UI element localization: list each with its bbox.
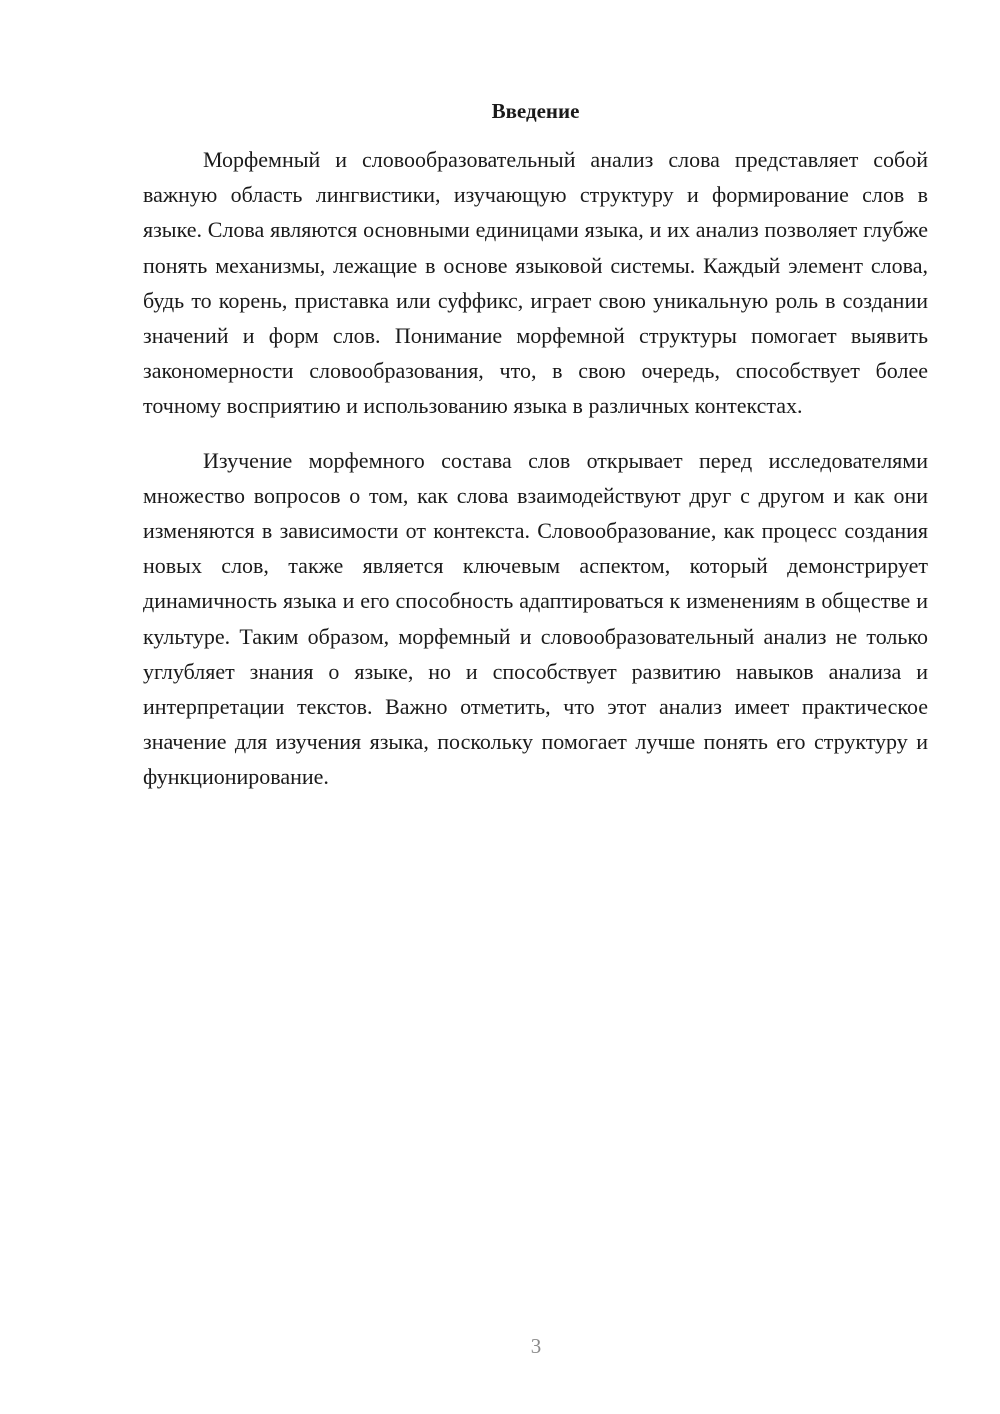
- paragraph-2: Изучение морфемного состава слов открывает перед исследователями множество вопросов о том, как слова взаимодействуют друг с другом и как они изменяются в зависимости от контекста. Словообразование, как процесс создания новых слов, также является ключевым аспектом, который демонстрирует динамичность языка и его способность адаптироваться к изменениям в обществе и культуре. Таким образом, морфемный и словообразовательный анализ не только углубляет знания о языке, но и способствует развитию навыков анализа и интерпретации текстов. Важно отметить, что этот анализ имеет практическое значение для изучения языка, поскольку помогает лучше понять его структуру и функционирование.: [143, 447, 928, 790]
- paragraph-1: Морфемный и словообразовательный анализ слова представляет собой важную область лингвистики, изучающую структуру и формирование слов в языке. Слова являются основными единицами языка, и их анализ позволяет глубже понять механизмы, лежащие в основе языковой системы. Каждый элемент слова, будь то корень, приставка или суффикс, играет свою уникальную роль в создании значений и форм слов. Понимание морфемной структуры помогает выявить закономерности словообразования, что, в свою очередь, способствует более точному восприятию и использованию языка в различных контекстах.: [143, 147, 928, 419]
- page-content: [143, 96, 928, 795]
- page-number: 3: [530, 1334, 542, 1358]
- section-heading: Введение: [491, 99, 580, 123]
